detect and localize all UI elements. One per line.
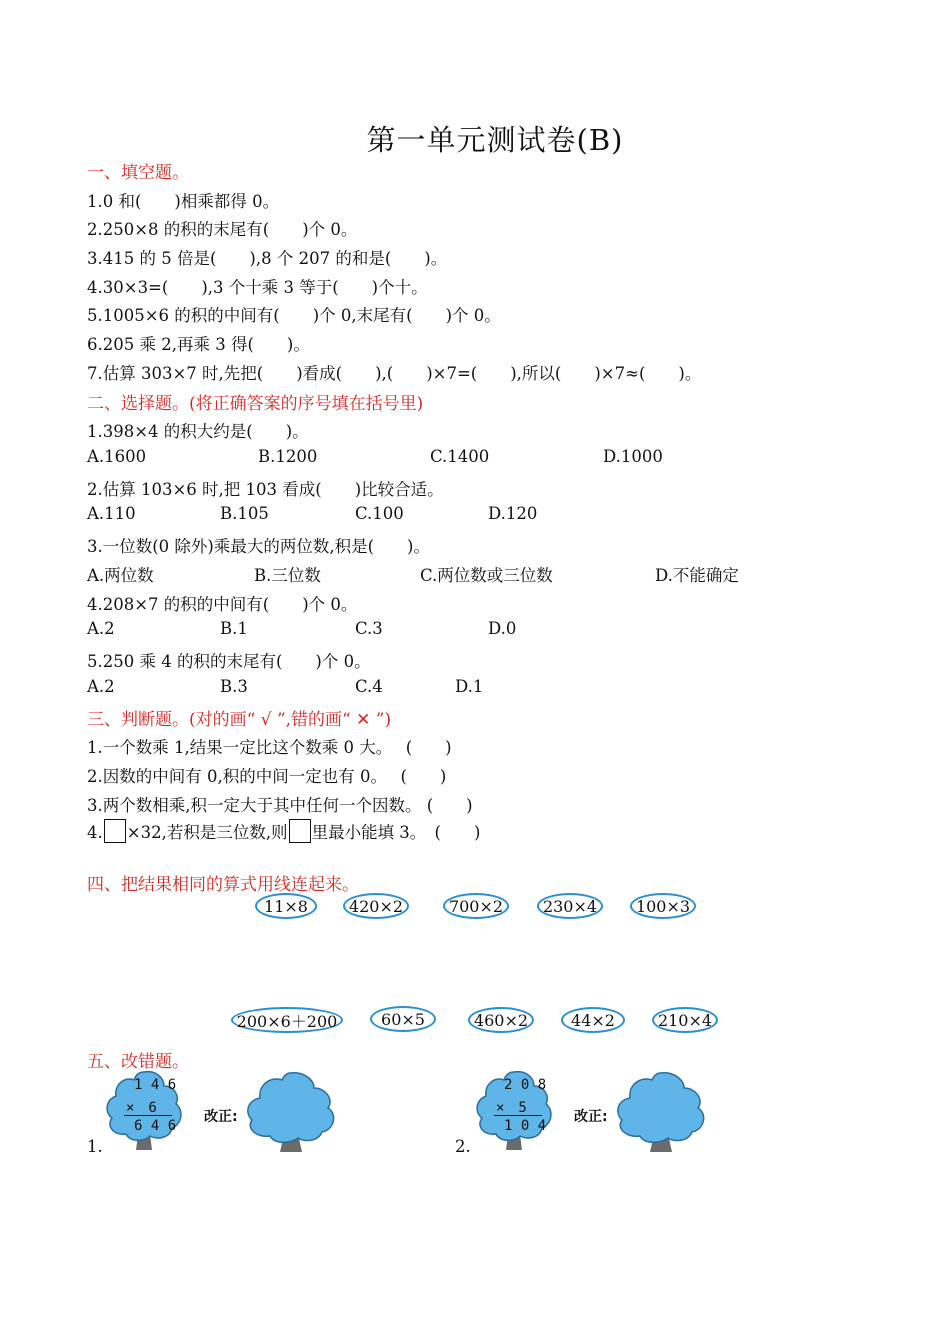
match-top-5[interactable]: 100×3 <box>630 893 696 919</box>
choice-1-option-d: D.1000 <box>603 447 663 466</box>
tree-icon <box>244 1070 338 1154</box>
choice-1-option-b: B.1200 <box>258 447 318 466</box>
choice-2-option-c: C.100 <box>355 504 404 523</box>
match-top-1[interactable]: 11×8 <box>255 893 317 919</box>
choice-4-option-d: D.0 <box>488 619 517 638</box>
choice-3-option-c: C.两位数或三位数 <box>420 566 553 585</box>
blank-box[interactable] <box>104 819 126 843</box>
fill-question-3: 3.415 的 5 倍是( ),8 个 207 的和是( )。 <box>87 249 448 268</box>
choice-question-1: 1.398×4 的积大约是( )。 <box>87 422 309 441</box>
calc-1-result: 6 4 6 <box>134 1118 177 1134</box>
correction-1-label: 改正: <box>204 1109 238 1125</box>
calc-1-multiplier: × 6 <box>126 1100 157 1116</box>
fill-question-4: 4.30×3=( ),3 个十乘 3 等于( )个十。 <box>87 278 428 297</box>
match-top-4[interactable]: 230×4 <box>537 893 603 919</box>
judge-4-prefix: 4. <box>87 823 103 842</box>
calc-2-result: 1 0 4 <box>504 1118 547 1134</box>
choice-question-4: 4.208×7 的积的中间有( )个 0。 <box>87 595 358 614</box>
correction-number-2: 2. <box>455 1137 471 1156</box>
fill-question-2: 2.250×8 的积的末尾有( )个 0。 <box>87 220 358 239</box>
calc-1-top: 1 4 6 <box>134 1077 177 1093</box>
match-bottom-3[interactable]: 460×2 <box>468 1007 534 1033</box>
match-top-2[interactable]: 420×2 <box>343 893 409 919</box>
choice-3-option-b: B.三位数 <box>254 566 321 585</box>
judge-question-2: 2.因数的中间有 0,积的中间一定也有 0。 ( ) <box>87 767 447 786</box>
choice-question-5: 5.250 乘 4 的积的末尾有( )个 0。 <box>87 652 371 671</box>
choice-1-option-a: A.1600 <box>87 447 147 466</box>
fill-question-6: 6.205 乘 2,再乘 3 得( )。 <box>87 335 310 354</box>
match-top-3[interactable]: 700×2 <box>443 893 509 919</box>
choice-2-option-a: A.110 <box>87 504 136 523</box>
judge-4-middle: ×32,若积是三位数,则 <box>126 823 288 842</box>
match-bottom-1[interactable]: 200×6＋200 <box>231 1007 343 1033</box>
choice-5-option-c: C.4 <box>355 677 383 696</box>
choice-5-option-a: A.2 <box>87 677 115 696</box>
choice-2-option-b: B.105 <box>220 504 269 523</box>
choice-3-option-d: D.不能确定 <box>655 566 739 585</box>
match-bottom-4[interactable]: 44×2 <box>561 1007 625 1033</box>
match-bottom-5[interactable]: 210×4 <box>652 1007 718 1033</box>
choice-question-2: 2.估算 103×6 时,把 103 看成( )比较合适。 <box>87 480 444 499</box>
choice-2-option-d: D.120 <box>488 504 538 523</box>
calc-2-top: 2 0 8 <box>504 1077 547 1093</box>
calc-2-rule <box>494 1115 542 1116</box>
match-bottom-2[interactable]: 60×5 <box>370 1006 436 1032</box>
tree-icon <box>614 1070 708 1154</box>
page-title: 第一单元测试卷(B) <box>366 123 624 157</box>
choice-3-option-a: A.两位数 <box>87 566 154 585</box>
judge-question-3: 3.两个数相乘,积一定大于其中任何一个因数。 ( ) <box>87 796 473 815</box>
choice-4-option-b: B.1 <box>220 619 248 638</box>
section-match-heading: 四、把结果相同的算式用线连起来。 <box>87 875 359 895</box>
section-choice-heading: 二、选择题。(将正确答案的序号填在括号里) <box>87 394 424 414</box>
correction-2-label: 改正: <box>574 1109 608 1125</box>
calc-2-multiplier: × 5 <box>496 1100 527 1116</box>
choice-4-option-a: A.2 <box>87 619 115 638</box>
correction-number-1: 1. <box>87 1137 103 1156</box>
section-judge-heading: 三、判断题。(对的画“ √ ”,错的画“ ✕ ”) <box>87 710 392 730</box>
choice-5-option-d: D.1 <box>455 677 484 696</box>
section-fill-heading: 一、填空题。 <box>87 163 189 183</box>
section-correction-heading: 五、改错题。 <box>87 1052 189 1072</box>
fill-question-5: 5.1005×6 的积的中间有( )个 0,末尾有( )个 0。 <box>87 306 501 325</box>
choice-4-option-c: C.3 <box>355 619 383 638</box>
fill-question-1: 1.0 和( )相乘都得 0。 <box>87 192 280 211</box>
blank-box[interactable] <box>289 819 311 843</box>
fill-question-7: 7.估算 303×7 时,先把( )看成( ),( )×7=( ),所以( )×7≈( )。 <box>87 364 702 383</box>
judge-4-suffix: 里最小能填 3。 ( ) <box>311 823 481 842</box>
judge-question-1: 1.一个数乘 1,结果一定比这个数乘 0 大。 ( ) <box>87 738 452 757</box>
choice-question-3: 3.一位数(0 除外)乘最大的两位数,积是( )。 <box>87 537 430 556</box>
choice-1-option-c: C.1400 <box>430 447 490 466</box>
judge-question-4 <box>87 819 480 843</box>
calc-1-rule <box>124 1115 172 1116</box>
choice-5-option-b: B.3 <box>220 677 248 696</box>
